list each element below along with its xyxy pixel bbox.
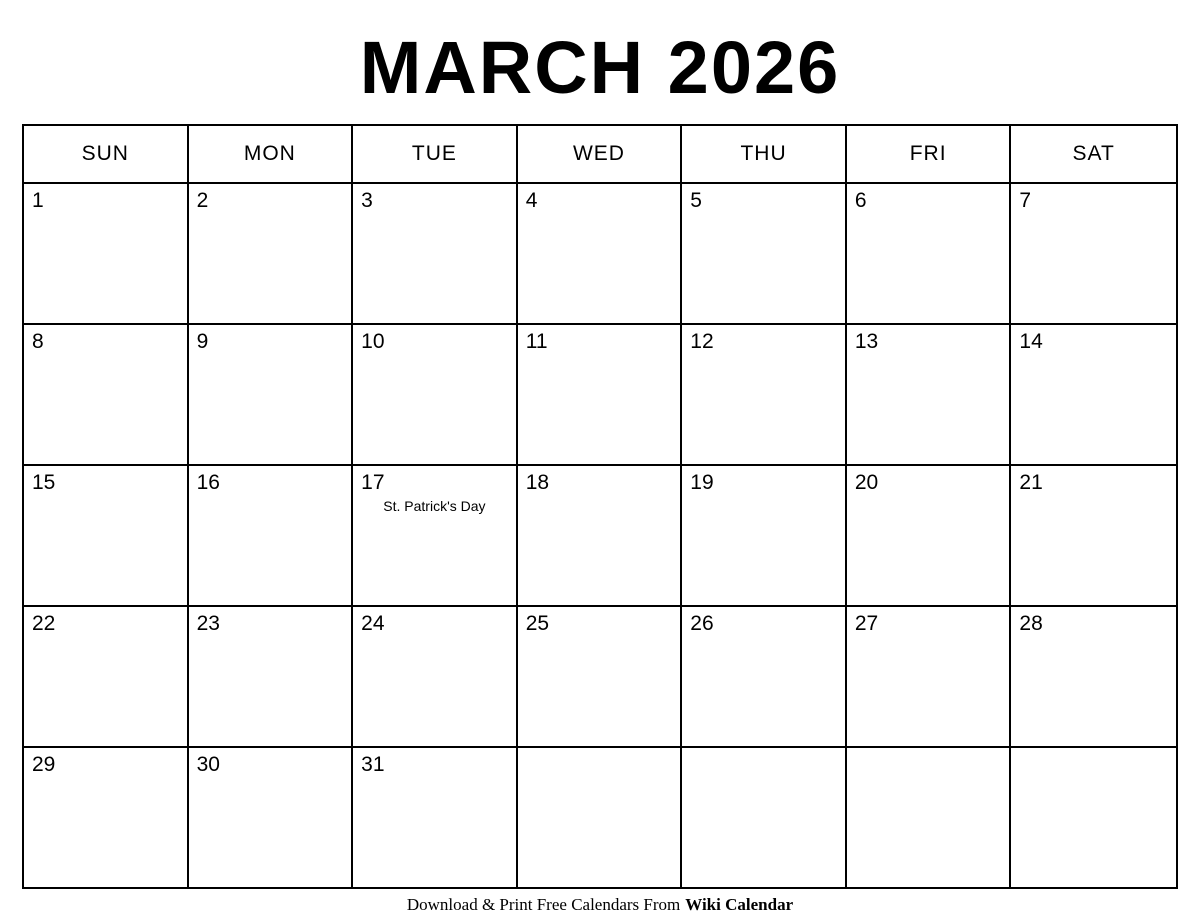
day-number: 31: [361, 752, 385, 776]
day-cell[interactable]: [24, 466, 189, 605]
day-cell-empty: [1011, 748, 1176, 887]
footer: [22, 889, 1178, 921]
day-cell[interactable]: [1011, 466, 1176, 605]
day-number: 6: [854, 188, 867, 212]
day-cell[interactable]: [353, 607, 518, 746]
weekday-header-sun: SUN: [24, 126, 189, 182]
day-cell-holiday[interactable]: [353, 466, 518, 605]
day-number: 18: [525, 470, 550, 494]
day-number: 1: [32, 188, 44, 212]
week-row: [24, 325, 1176, 466]
footer-text: Download & Print Free Calendars From: [406, 895, 681, 914]
day-number: 8: [32, 329, 44, 353]
page-title: MARCH 2026: [359, 26, 841, 109]
day-cell[interactable]: [24, 325, 189, 464]
day-number: 14: [1019, 329, 1043, 353]
weekday-header-row: [24, 126, 1176, 184]
day-number: 23: [196, 611, 220, 635]
weekday-header-mon: MON: [189, 126, 354, 182]
day-number: 15: [32, 470, 56, 494]
day-number: 10: [361, 329, 385, 353]
week-row: [24, 607, 1176, 748]
day-number: 4: [525, 188, 538, 212]
day-cell[interactable]: [682, 607, 847, 746]
day-cell[interactable]: [24, 748, 189, 887]
day-cell[interactable]: [353, 325, 518, 464]
weekday-header-tue: TUE: [353, 126, 518, 182]
day-number: 12: [690, 329, 714, 353]
day-cell[interactable]: [847, 466, 1012, 605]
day-cell[interactable]: [518, 325, 683, 464]
day-cell[interactable]: [518, 466, 683, 605]
day-cell[interactable]: [1011, 184, 1176, 323]
day-number: 21: [1019, 470, 1043, 494]
day-number: 30: [196, 752, 220, 776]
week-row: [24, 748, 1176, 887]
day-cell[interactable]: [189, 607, 354, 746]
day-cell[interactable]: [24, 607, 189, 746]
day-cell[interactable]: [189, 466, 354, 605]
day-number: 3: [361, 188, 373, 212]
day-cell[interactable]: [518, 184, 683, 323]
day-number: 16: [196, 470, 220, 494]
day-number: 13: [854, 329, 879, 353]
day-number: 28: [1019, 611, 1043, 635]
day-cell-empty: [518, 748, 683, 887]
day-cell[interactable]: [847, 184, 1012, 323]
day-cell[interactable]: [682, 325, 847, 464]
day-cell[interactable]: [847, 325, 1012, 464]
week-row: [24, 466, 1176, 607]
calendar-grid: [22, 124, 1178, 889]
day-number: 25: [525, 611, 550, 635]
day-number: 11: [525, 329, 548, 353]
day-cell[interactable]: [1011, 607, 1176, 746]
day-cell[interactable]: [847, 607, 1012, 746]
day-number: 27: [854, 611, 879, 635]
weekday-header-sat: SAT: [1072, 141, 1115, 165]
day-cell[interactable]: [24, 184, 189, 323]
day-cell[interactable]: [189, 184, 354, 323]
day-cell[interactable]: [1011, 325, 1176, 464]
day-number: 2: [196, 188, 209, 212]
day-number: 19: [690, 470, 714, 494]
day-number: 26: [690, 611, 714, 635]
day-cell[interactable]: [189, 325, 354, 464]
day-cell[interactable]: [682, 466, 847, 605]
day-number: 7: [1019, 188, 1032, 212]
day-cell[interactable]: [682, 184, 847, 323]
day-cell[interactable]: [353, 748, 518, 887]
day-number: 5: [690, 188, 702, 212]
day-event-label: St. Patrick's Day: [383, 497, 486, 514]
day-cell-empty: [847, 748, 1012, 887]
day-number: 9: [196, 329, 209, 353]
weekday-header-fri: FRI: [847, 126, 1012, 182]
day-number: 20: [854, 470, 879, 494]
day-number: 22: [32, 611, 56, 635]
day-number: 29: [32, 752, 56, 776]
day-number: 17: [361, 470, 385, 494]
week-row: [24, 184, 1176, 325]
day-cell-empty: [682, 748, 847, 887]
footer-brand-link[interactable]: Wiki Calendar: [685, 895, 794, 914]
weekday-header-thu: THU: [682, 126, 847, 182]
day-cell[interactable]: [353, 184, 518, 323]
weekday-header-wed: WED: [518, 126, 683, 182]
day-number: 24: [361, 611, 385, 635]
day-cell[interactable]: [518, 607, 683, 746]
day-cell[interactable]: [189, 748, 354, 887]
